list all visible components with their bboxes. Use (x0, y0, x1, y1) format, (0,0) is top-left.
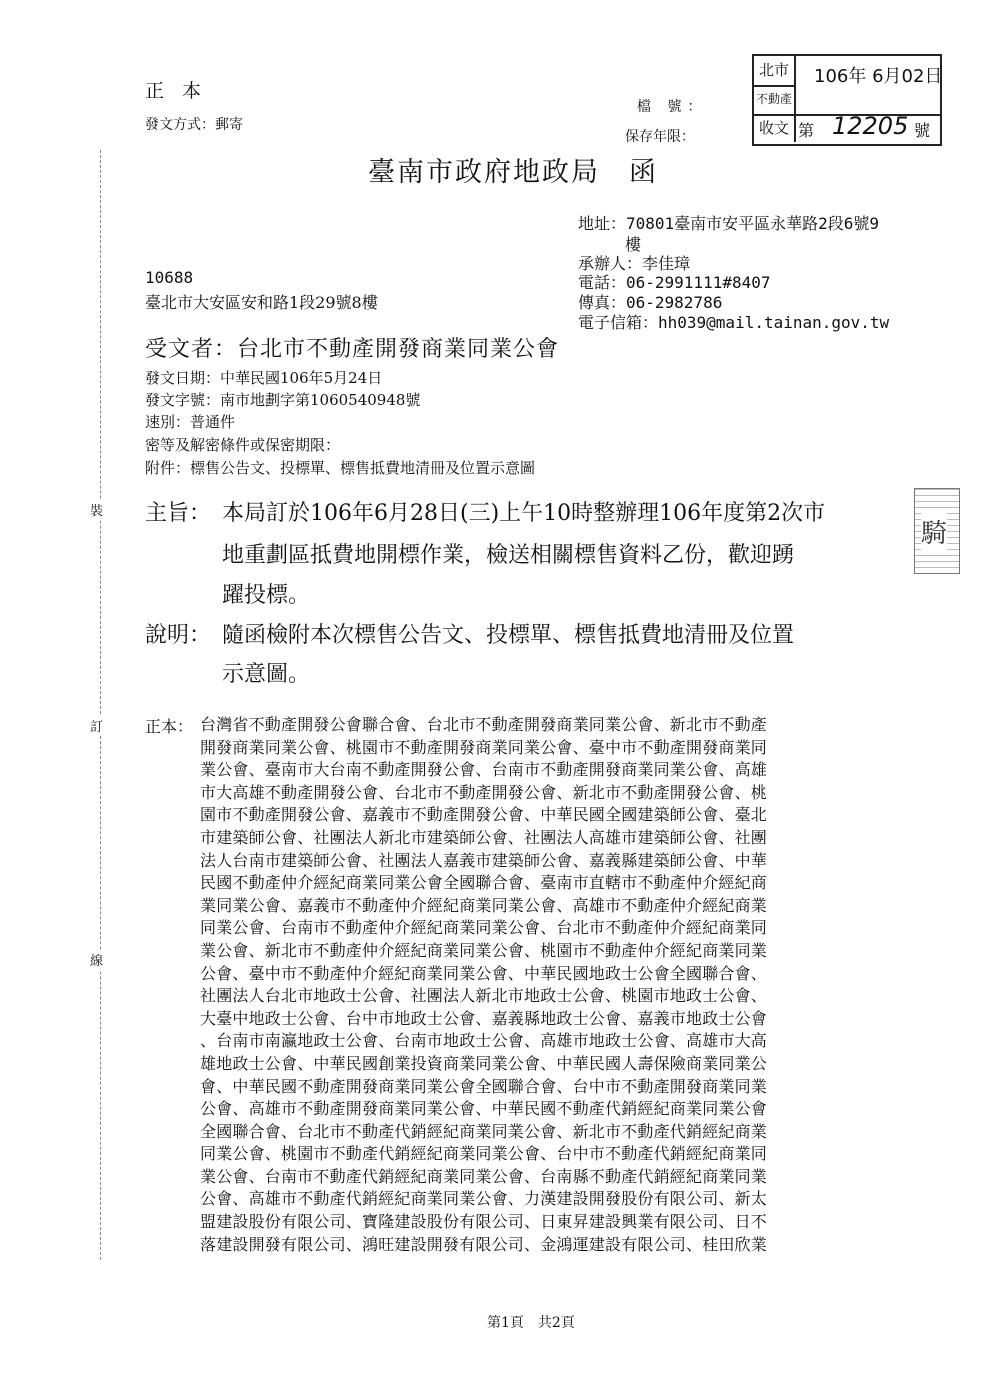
binding-mark-bind: 裝 (90, 500, 103, 519)
stamp-org-top: 北市 (754, 56, 796, 85)
recipient-line: 全國聯合會、台北市不動產代銷經紀商業同業公會、新北市不動產代銷經紀商業 (200, 1121, 768, 1141)
recipient-line: 開發商業同業公會、桃園市不動產開發商業同業公會、臺中市不動產開發商業同 (200, 737, 768, 757)
recipient-line: 業公會、台南市不動產代銷經紀商業同業公會、台南縣不動產代銷經紀商業同業 (200, 1166, 768, 1186)
recipient-line: 民國不動產仲介經紀商業同業公會全國聯合會、臺南市直轄市不動產仲介經紀商 (200, 873, 768, 893)
recipient-line: 雄地政士公會、中華民國創業投資商業同業公會、中華民國人壽保險商業同業公 (200, 1053, 768, 1073)
recipient-line: 公會、高雄市不動產代銷經紀商業同業公會、力漢建設開發股份有限公司、新太 (200, 1189, 768, 1209)
side-seal-text: 騎 (921, 513, 947, 550)
delivery-speed: 速別：普通件 (145, 413, 236, 431)
recipient-line: 業公會、新北市不動產仲介經紀商業同業公會、桃園市不動產仲介經紀商業同業 (200, 940, 768, 960)
recipient-line: 同業公會、桃園市不動產代銷經紀商業同業公會、台中市不動產代銷經紀商業同 (200, 1144, 768, 1164)
copy-type: 正 本 (145, 80, 208, 102)
binding-mark-line: 線 (90, 950, 103, 969)
binding-line (100, 150, 101, 1260)
sender-phone: 電話：06-2991111#8407 (578, 273, 771, 292)
explanation-label: 說明： (145, 623, 212, 648)
explanation-line-2: 示意圖。 (222, 662, 311, 687)
stamp-org-bottom: 收文 (754, 114, 796, 142)
sender-address-cont: 樓 (625, 235, 642, 254)
secrecy-level: 密等及解密條件或保密期限： (145, 436, 341, 454)
send-method: 發文方式：郵寄 (145, 117, 243, 133)
recipient-line: 園市不動產開發公會、嘉義市不動產開發公會、中華民國全國建築師公會、臺北 (200, 805, 768, 825)
recipients-list (200, 714, 885, 1256)
stamp-num-prefix: 第 (798, 121, 815, 140)
subject-line-3: 躍投標。 (222, 583, 311, 608)
attachments: 附件：標售公告文、投標單、標售抵費地清冊及位置示意圖 (145, 459, 536, 477)
recipient-line: 公會、高雄市不動產開發商業同業公會、中華民國不動產代銷經紀商業同業公會 (200, 1099, 768, 1119)
sender-fax: 傳真：06-2982786 (578, 293, 723, 312)
side-seal-stamp (914, 488, 960, 574)
stamp-number: 12205 (832, 112, 909, 140)
subject-label: 主旨： (145, 501, 212, 526)
document-number: 發文字號：南市地劃字第1060540948號 (145, 391, 421, 409)
recipient-line: 落建設開發有限公司、鴻旺建設開發有限公司、金鴻運建設有限公司、桂田欣業 (200, 1234, 768, 1254)
recipient-postcode: 10688 (145, 268, 194, 287)
sender-contact: 承辦人：李佳璋 (578, 254, 691, 273)
recipient-line: 、台南市南瀛地政士公會、台南市地政士公會、高雄市地政士公會、高雄市大高 (200, 1031, 768, 1051)
recipient-address: 臺北市大安區安和路1段29號8樓 (145, 293, 378, 312)
document-title: 臺南市政府地政局 函 (368, 157, 658, 188)
recipient-line: 大臺中地政士公會、台中市地政士公會、嘉義縣地政士公會、嘉義市地政士公會 (200, 1008, 768, 1028)
explanation-line-1: 隨函檢附本次標售公告文、投標單、標售抵費地清冊及位置 (222, 623, 795, 648)
sender-address: 地址：70801臺南市安平區永華路2段6號9 (578, 214, 880, 233)
stamp-org-mid: 不動產 (754, 85, 796, 114)
recipient-line: 業同業公會、嘉義市不動產仲介經紀商業同業公會、高雄市不動產仲介經紀商業 (200, 895, 768, 915)
retention-label: 保存年限： (625, 129, 695, 145)
receiver: 受文者：台北市不動產開發商業同業公會 (145, 337, 560, 362)
recipients-label: 正本： (145, 717, 194, 736)
issue-date: 發文日期：中華民國106年5月24日 (145, 369, 383, 387)
recipient-line: 市大高雄不動產開發公會、台北市不動產開發公會、新北市不動產開發公會、桃 (200, 782, 768, 802)
receive-stamp (752, 54, 942, 146)
stamp-num-suffix: 號 (914, 121, 931, 140)
recipient-line: 盟建設股份有限公司、寶隆建設股份有限公司、日東昇建設興業有限公司、日不 (200, 1212, 768, 1232)
subject-line-1: 本局訂於106年6月28日(三)上午10時整辦理106年度第2次市 (222, 501, 826, 526)
recipient-line: 同業公會、台南市不動產仲介經紀商業同業公會、台北市不動產仲介經紀商業同 (200, 918, 768, 938)
recipient-line: 業公會、臺南市大台南不動產開發公會、台南市不動產開發商業同業公會、高雄 (200, 760, 768, 780)
recipient-line: 市建築師公會、社團法人新北市建築師公會、社團法人高雄市建築師公會、社團 (200, 827, 768, 847)
recipient-line: 會、中華民國不動產開發商業同業公會全國聯合會、台中市不動產開發商業同業 (200, 1076, 768, 1096)
recipient-line: 法人台南市建築師公會、社團法人嘉義市建築師公會、嘉義縣建築師公會、中華 (200, 850, 768, 870)
sender-email: 電子信箱：hh039@mail.tainan.gov.tw (578, 313, 890, 332)
binding-mark-staple: 訂 (90, 716, 103, 735)
page-footer: 第1頁 共2頁 (487, 1315, 575, 1331)
recipient-line: 台灣省不動產開發公會聯合會、台北市不動產開發商業同業公會、新北市不動產 (200, 715, 768, 734)
stamp-date: 106年 6月02日 (814, 66, 943, 87)
recipient-line: 社團法人台北市地政士公會、社團法人新北市地政士公會、桃園市地政士公會、 (200, 986, 768, 1006)
recipient-line: 公會、臺中市不動產仲介經紀商業同業公會、中華民國地政士公會全國聯合會、 (200, 963, 768, 983)
subject-line-2: 地重劃區抵費地開標作業，檢送相關標售資料乙份，歡迎踴 (222, 543, 795, 568)
file-no-label: 檔 號： (637, 99, 708, 115)
